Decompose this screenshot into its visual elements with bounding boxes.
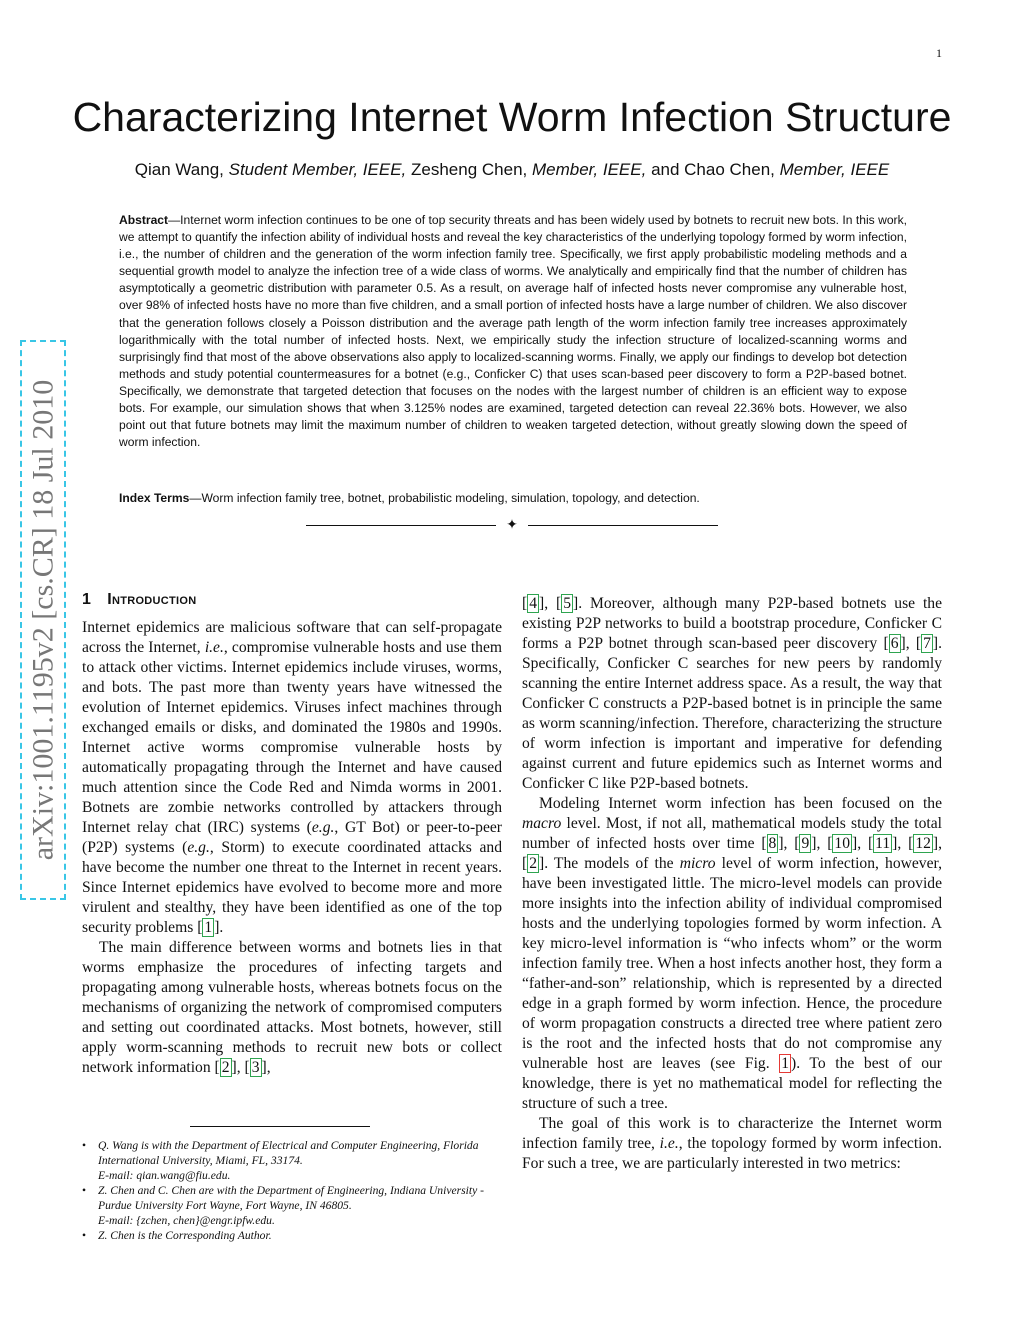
paper-title: Characterizing Internet Worm Infection Structure (72, 94, 952, 140)
author-1-role: Student Member, IEEE, (228, 160, 407, 179)
arxiv-identifier: arXiv:1001.1195v2 [cs.CR] 18 Jul 2010 (26, 379, 59, 861)
citation-link[interactable]: 2 (221, 1059, 230, 1076)
abstract-label: Abstract (119, 213, 169, 227)
section-number: 1 (82, 591, 92, 608)
intro-paragraph-3: [ 4 ], [ 5 ]. Moreover, although many P2P-based botnets use the existing P2P networks to build a bootstrap procedure, Conficker C forms a P2P botnet through scan-based peer discovery [ 6 ], [ 7 ]. Specifically, Conficker C searches for new peers by randomly scanning the entire Internet address space. As a result, the way that Conficker C constructs a P2P-based botnet is in principle the same as worm scanning/infection. Therefore, characterizing the structure of worm infection is important and imperative for defending against current and future epidemics such as Internet worms and Conficker C like P2P-based botnets. (522, 595, 943, 792)
citation-link[interactable]: 2 (529, 855, 537, 872)
abstract (119, 212, 907, 451)
citation-link[interactable]: 3 (251, 1059, 260, 1076)
figure-link[interactable]: 1 (781, 1055, 790, 1072)
citation-link[interactable]: 6 (890, 635, 899, 652)
citation-link[interactable]: 11 (875, 835, 891, 852)
intro-paragraph-1: Internet epidemics are malicious software that can self-propagate across the Internet, i.e., compromise vulnerable hosts and use them to attack other victims. Internet epidemics include viruses, worms, and bots. The past more than twenty years have witnessed the evolution of Internet epidemics. Viruses infect machines through exchanged emails or disks, and dominated the 1980s and 1990s. Internet active worms compromise vulnerable hosts by automatically propagating through the Internet and have caused much attention since the Code Red and Nimda worms in 2001. Botnets are zombie networks controlled by attackers through Internet relay chat (IRC) systems (e.g., GT Bot) or peer-to-peer (P2P) systems (e.g., Storm) to execute coordinated attacks and have become the number one threat to the Internet in recent years. Since Internet epidemics have evolved to become more and more virulent and stealthy, they have been identified as one of the top security problems [ 1 ]. (82, 619, 503, 936)
section-title: Introduction (107, 591, 197, 608)
footnotes (82, 1138, 504, 1243)
page-number: 1 (936, 46, 942, 60)
abstract-text: —Internet worm infection continues to be one of top security threats and has been widely used by botnets to recruit new bots. In this work, we attempt to quantify the infection ability of individual hosts and reveal the key characteristics of the underlying topology formed by worm infection, i.e., the number of children and the generation of the worm infection family tree. Specifically, we first apply probabilistic modeling methods and a sequential growth model to analyze the infection tree of a wide class of worms. We analytically and empirically find that the number of children has asymptotically a geometric distribution with parameter 0.5. As a result, on average half of infected hosts never compromise any vulnerable host, over 98% of infected hosts have no more than five children, and a small portion of infected hosts have a large number of children. We also discover that the generation follows closely a Poisson distribution and the average path length of the worm infection family tree increases approximately logarithmically with the total number of infected hosts. Next, we empirically study the infection structure of localized-scanning worms and surprisingly find that most of the above observations also apply to localized-scanning worms. Finally, we apply our findings to develop bot detection methods and study potential countermeasures for a botnet (e.g., Conficker C) that uses scan-based peer discovery to form a P2P-based botnet. Specifically, we demonstrate that targeted detection that focuses on the nodes with the largest number of children is an efficient way to expose bots. For example, our simulation shows that when 3.125% nodes are examined, targeted detection can reveal 22.36% bots. However, we also point out that future botnets may limit the maximum number of children to weaken targeted detection, without greatly slowing down the speed of worm infection. (119, 213, 907, 450)
arxiv-stamp (20, 340, 66, 900)
footnote-item: • Q. Wang is with the Department of Electrical and Computer Engineering, Florida International University, Miami, FL, 33174. (82, 1139, 479, 1167)
index-terms (119, 491, 907, 505)
footnote-item: E-mail: {zchen, chen}@engr.ipfw.edu. (98, 1214, 275, 1227)
citation-link[interactable]: 7 (923, 635, 931, 652)
right-column (522, 594, 942, 1174)
author-line (0, 160, 1024, 180)
citation-link[interactable]: 8 (768, 835, 777, 852)
intro-paragraph-4: Modeling Internet worm infection has been focused on the macro level. Most, if not all, mathematical models study the total number of infected hosts over time [ 8 ], [ 9 ], [ 10 ], [ 11 ], [ 12 ], [ 2 ]. The models of the micro level of worm infection, however, have been investigated little. The micro-level models can provide more insights into the infection ability of individual compromised hosts and the underlying topologies formed by worm infection. A key micro-level information is “who infects whom” or the worm infection family tree. When a host infects another host, they form a “father-and-son” relationship, which is represented by a directed edge in a graph formed by worm infection. Hence, the procedure of worm propagation constructs a directed tree where patient zero is the root and the infected hosts that do not compromise any vulnerable host are leaves (see Fig. 1 ). To the best of our knowledge, there is yet no mathematical model for reflecting the structure of such a tree. (522, 795, 943, 1112)
section-divider (302, 517, 722, 533)
citation-link[interactable]: 4 (529, 595, 537, 612)
author-2-role: Member, IEEE, (532, 160, 647, 179)
author-2-name: Zesheng Chen, (411, 160, 528, 179)
footnote-item: • Z. Chen is the Corresponding Author. (82, 1229, 272, 1242)
footnote-item: • Z. Chen and C. Chen are with the Department of Engineering, Indiana University - Purdue University Fort Wayne, Fort Wayne, IN 46805. (82, 1184, 484, 1212)
footnote-item: E-mail: qian.wang@fiu.edu. (98, 1169, 231, 1182)
left-column (82, 590, 502, 1078)
author-3-name: and Chao Chen, (651, 160, 775, 179)
author-1-name: Qian Wang, (134, 160, 224, 179)
divider-rule-right (528, 525, 718, 526)
intro-paragraph-2: The main difference between worms and botnets lies in that worms emphasize the procedures of infecting targets and propagating among vulnerable hosts, whereas botnets focus on the mechanisms of organizing the network of compromised computers and setting out coordinated attacks. Most botnets, however, still apply worm-scanning methods to recruit new bots or collect network information [ 2 ], [ 3 ], (82, 939, 502, 1076)
index-terms-label: Index Terms (119, 491, 190, 505)
divider-rule-left (306, 525, 496, 526)
citation-link[interactable]: 10 (834, 835, 851, 852)
author-3-role: Member, IEEE (779, 160, 890, 179)
citation-link[interactable]: 1 (204, 919, 213, 936)
footnote-rule (190, 1126, 370, 1127)
index-terms-text: —Worm infection family tree, botnet, probabilistic modeling, simulation, topology, and detection. (189, 491, 700, 505)
section-heading (82, 590, 502, 610)
intro-paragraph-5: The goal of this work is to characterize the Internet worm infection family tree, i.e., the topology formed by worm infection. For such a tree, we are particularly interested in two metrics: (522, 1115, 942, 1172)
divider-diamond-icon: ✦ (506, 517, 518, 533)
citation-link[interactable]: 9 (801, 835, 810, 852)
citation-link[interactable]: 12 (915, 835, 931, 852)
citation-link[interactable]: 5 (563, 595, 571, 612)
